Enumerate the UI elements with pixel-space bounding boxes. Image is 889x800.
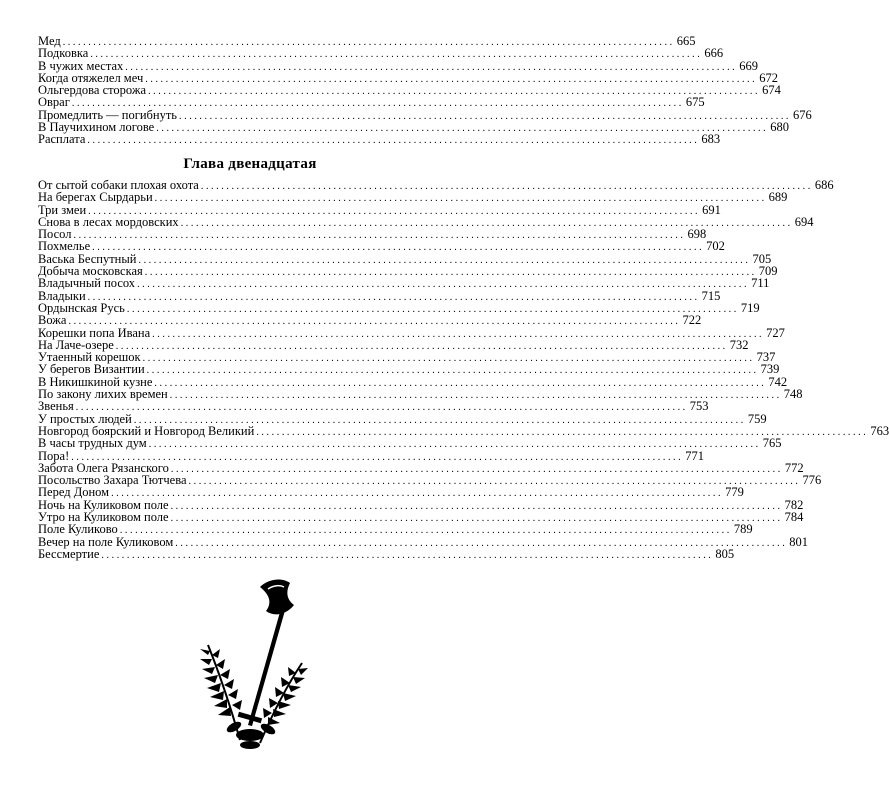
toc-entry-title: Овраг [38, 95, 70, 110]
toc-entry-title: У простых людей [38, 411, 132, 426]
toc-leader-dots: ........................................................................................................................ [180, 217, 793, 229]
toc-entry-page: 665 [676, 34, 696, 48]
toc-entry-title: Звенья [38, 399, 74, 414]
toc-entry-title: Корешки попа Ивана [38, 325, 151, 340]
toc-entry-page: 715 [701, 288, 721, 303]
toc-entry-page: 801 [789, 534, 809, 549]
toc-entry-title: Ордынская Русь [38, 300, 125, 315]
toc-entry [38, 313, 702, 328]
toc-leader-dots: ........................................................................................................................ [142, 353, 755, 365]
toc-entry-page: 771 [685, 448, 704, 463]
toc-leader-dots: ........................................................................................................................ [111, 488, 724, 500]
toc-leader-dots: ........................................................................................................................ [175, 537, 788, 549]
toc-entry-title: Похмелье [38, 239, 91, 254]
toc-entry-page: 705 [752, 251, 772, 266]
toc-entry-page: 805 [715, 546, 735, 561]
toc-entry [38, 534, 809, 549]
toc-leader-dots: ........................................................................................................................ [90, 49, 703, 61]
toc-entry-title: Бессмертие [38, 546, 100, 561]
toc-entry-title: В Паучихином логове [38, 120, 155, 135]
toc-entry [38, 95, 705, 110]
toc-entry [38, 190, 788, 205]
toc-entry-title: Снова в лесах мордовских [38, 214, 179, 229]
toc-entry-title: У берегов Византии [38, 362, 145, 377]
toc-entry-page: 722 [682, 313, 702, 328]
toc-entry-title: Перед Доном [38, 485, 110, 500]
toc-entry-title: На берегах Сырдарьи [38, 190, 153, 205]
toc-entry-title: На Лаче-озере [38, 337, 114, 352]
toc-entry [38, 300, 760, 315]
toc-entry-title: Мед [38, 34, 61, 48]
toc-leader-dots: ........................................................................................................................ [148, 86, 761, 98]
toc-leader-dots: ........................................................................................................................ [87, 135, 700, 147]
toc-entry-page: 789 [733, 522, 753, 537]
toc-entry [38, 448, 704, 463]
toc-leader-dots: ........................................................................................................................ [62, 37, 675, 48]
toc-entry-title: Когда отяжелел меч [38, 70, 144, 85]
toc-leader-dots: ........................................................................................................................ [137, 279, 750, 291]
toc-entry-page: 784 [784, 510, 804, 525]
toc-leader-dots: ........................................................................................................................ [146, 365, 759, 377]
toc-entry [38, 325, 785, 340]
toc-entry [38, 214, 814, 229]
toc-entry-title: Владыки [38, 288, 86, 303]
toc-entry-page: 776 [802, 473, 822, 488]
toc-entry [38, 485, 744, 500]
toc-entry-page: 727 [766, 325, 785, 340]
toc-entry [38, 387, 803, 402]
toc-list-top [38, 34, 812, 147]
toc-entry-title: Васька Беспутный [38, 251, 137, 266]
toc-entry [38, 522, 753, 537]
toc-entry [38, 46, 724, 61]
toc-leader-dots: ........................................................................................................................ [68, 316, 681, 328]
toc-entry [38, 227, 707, 242]
toc-entry-title: Ночь на Куликовом поле [38, 497, 169, 512]
toc-entry-title: Утаенный корешок [38, 350, 141, 365]
chapter-title: Глава двенадцатая [183, 156, 317, 172]
toc-entry-page: 732 [729, 337, 749, 352]
toc-entry-page: 772 [784, 460, 804, 475]
toc-entry-title: Три змеи [38, 202, 87, 217]
toc-leader-dots: ........................................................................................................................ [256, 426, 869, 438]
toc-entry-page: 709 [758, 264, 778, 279]
toc-entry-title: По закону лихих времен [38, 387, 168, 402]
toc-entry-title: Пора! [38, 448, 70, 463]
toc-entry-title: Промедлить — погибнуть [38, 107, 178, 122]
toc-leader-dots: ........................................................................................................................ [148, 439, 761, 451]
toc-entry [38, 83, 781, 98]
toc-leader-dots: ........................................................................................................................ [101, 549, 714, 561]
toc-entry-page: 765 [762, 436, 782, 451]
toc-entry-title: Забота Олега Рязанского [38, 460, 169, 475]
toc-entry-page: 694 [794, 214, 814, 229]
toc-leader-dots: ........................................................................................................................ [138, 254, 751, 266]
toc-entry-page: 674 [762, 83, 781, 98]
toc-leader-dots: ........................................................................................................................ [115, 340, 728, 352]
toc-entry-page: 686 [814, 178, 834, 192]
toc-leader-dots: ........................................................................................................................ [179, 110, 792, 122]
toc-leader-dots: ........................................................................................................................ [133, 414, 746, 426]
toc-leader-dots: ........................................................................................................................ [170, 500, 783, 512]
toc-entry-page: 666 [704, 46, 724, 61]
fern-and-sword-vignette-icon [190, 575, 314, 750]
toc-entry-page: 691 [702, 202, 721, 217]
toc-entry-page: 675 [685, 95, 705, 110]
toc-leader-dots: ........................................................................................................................ [154, 377, 767, 389]
toc-entry-title: Посол [38, 227, 72, 242]
toc-entry [38, 276, 770, 291]
toc-entry-page: 711 [751, 276, 770, 291]
toc-entry-title: Посольство Захара Тютчева [38, 473, 187, 488]
toc-leader-dots: ........................................................................................................................ [156, 123, 769, 135]
toc-entry-page: 748 [783, 387, 803, 402]
toc-leader-dots: ........................................................................................................................ [144, 267, 757, 279]
toc-leader-dots: ........................................................................................................................ [119, 525, 732, 537]
toc-entry-title: В чужих местах [38, 58, 124, 73]
toc-entry-title: От сытой собаки плохая охота [38, 178, 199, 192]
toc-entry-page: 689 [768, 190, 788, 205]
toc-entry-page: 683 [701, 132, 721, 147]
toc-entry-page: 719 [740, 300, 760, 315]
toc-leader-dots: ........................................................................................................................ [200, 181, 813, 192]
toc-leader-dots: ........................................................................................................................ [126, 303, 739, 315]
toc-leader-dots: ........................................................................................................................ [125, 61, 738, 73]
toc-entry-title: В Никишкиной кузне [38, 374, 153, 389]
toc-entry-title: Подковка [38, 46, 89, 61]
toc-entry-page: 782 [784, 497, 804, 512]
toc-entry-page: 779 [725, 485, 744, 500]
toc-entry-page: 680 [770, 120, 789, 135]
toc-entry-title: Поле Куликово [38, 522, 118, 537]
toc-leader-dots: ........................................................................................................................ [87, 291, 700, 303]
toc-leader-dots: ........................................................................................................................ [92, 242, 705, 254]
toc-entry [38, 239, 725, 254]
toc-entry-title: Вожа [38, 313, 67, 328]
toc-leader-dots: ........................................................................................................................ [152, 328, 765, 340]
toc-entry-page: 672 [759, 70, 778, 85]
toc-entry-title: Владычный посох [38, 276, 136, 291]
toc-entry-title: Вечер на поле Куликовом [38, 534, 174, 549]
toc-leader-dots: ........................................................................................................................ [169, 390, 782, 402]
toc-entry-page: 763 [870, 423, 889, 438]
toc-entry [38, 34, 696, 48]
toc-leader-dots: ........................................................................................................................ [88, 205, 701, 217]
toc-entry [38, 436, 782, 451]
toc-leader-dots: ........................................................................................................................ [170, 513, 783, 525]
toc-entry-title: Новгород боярский и Новгород Великий [38, 423, 255, 438]
toc-leader-dots: ........................................................................................................................ [154, 193, 767, 205]
toc-leader-dots: ........................................................................................................................ [73, 230, 686, 242]
toc-entry [38, 132, 721, 147]
toc-entry-page: 676 [793, 107, 812, 122]
toc-list-main [38, 178, 889, 561]
toc-entry-page: 698 [687, 227, 707, 242]
toc-leader-dots: ........................................................................................................................ [71, 98, 684, 110]
toc-leader-dots: ........................................................................................................................ [170, 463, 783, 475]
toc-entry [38, 546, 735, 561]
toc-entry-page: 702 [706, 239, 725, 254]
toc-entry [38, 399, 709, 414]
toc-entry-page: 739 [760, 362, 780, 377]
toc-entry-title: Расплата [38, 132, 86, 147]
toc-leader-dots: ........................................................................................................................ [71, 451, 684, 463]
toc-leader-dots: ........................................................................................................................ [188, 476, 801, 488]
toc-entry-page: 753 [689, 399, 709, 414]
toc-entry-page: 737 [756, 350, 776, 365]
toc-entry-title: В часы трудных дум [38, 436, 147, 451]
toc-leader-dots: ........................................................................................................................ [145, 73, 758, 85]
toc-entry-page: 759 [747, 411, 767, 426]
toc-leader-dots: ........................................................................................................................ [75, 402, 688, 414]
toc-entry [38, 120, 789, 135]
toc-entry-title: Утро на Куликовом поле [38, 510, 169, 525]
toc-entry-page: 669 [739, 58, 759, 73]
toc-entry-title: Ольгердова сторожа [38, 83, 147, 98]
toc-entry-title: Добыча московская [38, 264, 143, 279]
toc-entry [38, 362, 780, 377]
toc-entry-page: 742 [768, 374, 788, 389]
